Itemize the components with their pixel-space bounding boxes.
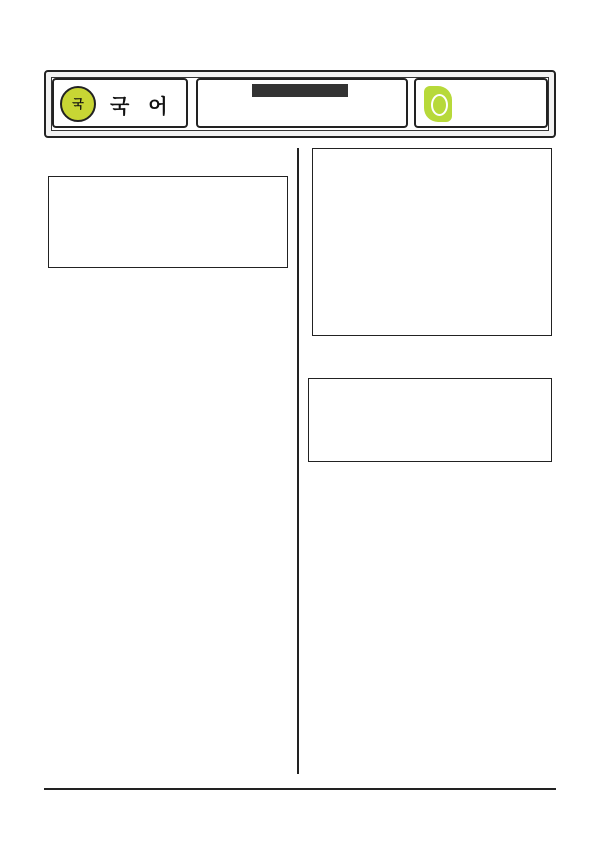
- footer-rule: [44, 788, 556, 790]
- publisher-logo-icon: [424, 86, 452, 122]
- subject-box: [52, 78, 188, 128]
- publisher-logo-box: [414, 78, 548, 128]
- condition-box: [308, 378, 552, 462]
- column-divider: [297, 148, 299, 774]
- subject-title: 국 어: [110, 94, 174, 118]
- reference-box: [48, 176, 288, 268]
- passage-box: [312, 148, 552, 336]
- exam-info-box: [196, 78, 408, 128]
- subject-badge: 국: [60, 86, 96, 122]
- exam-tag: [252, 84, 348, 97]
